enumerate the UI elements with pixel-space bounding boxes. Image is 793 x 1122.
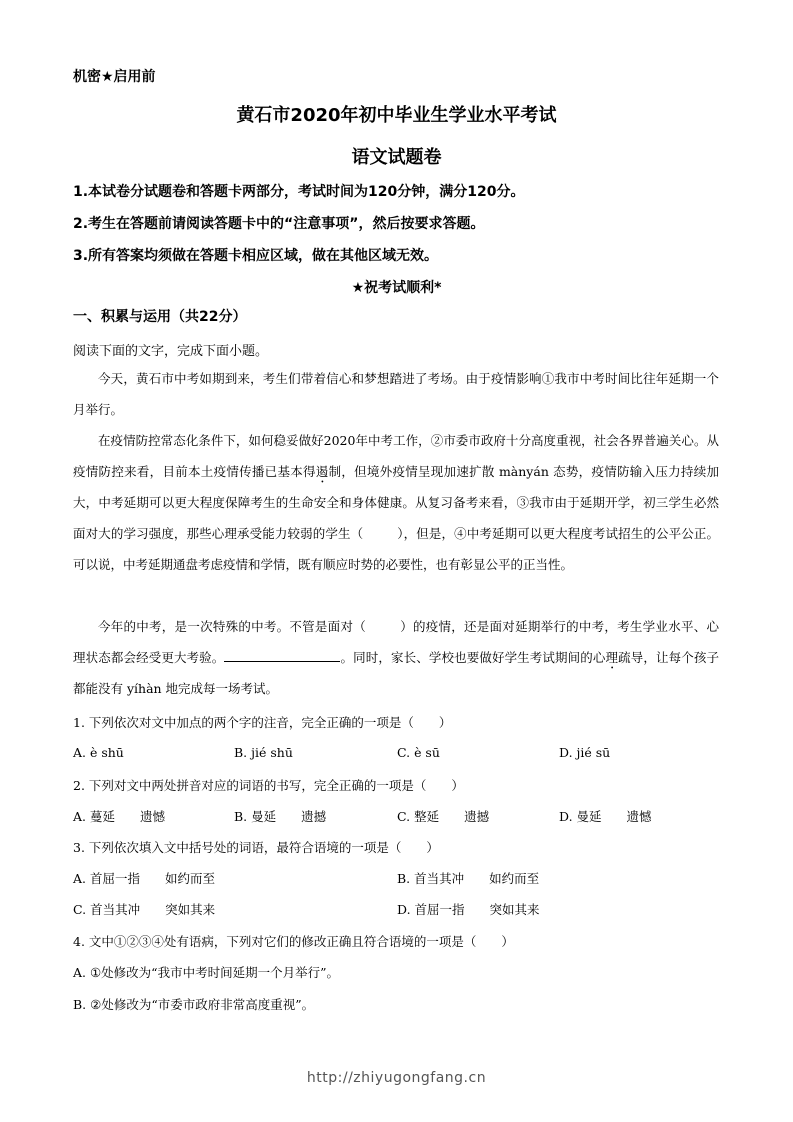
reading-instruction: 阅读下面的文字，完成下面小题。 [73, 344, 269, 359]
question-2-option-a: A. 蔓延 遗憾 [73, 809, 165, 824]
question-1-option-a: A. è shū [73, 745, 124, 760]
passage-text: 在疫情防控常态化条件下，如何稳妥做好2020年中考工作，②市委市政府十分高度重视，社会各界普遍关心。从疫情防控来看，目前本土疫情传播已基本得 [73, 433, 719, 479]
passage-text: 制，但境外疫情呈现加速扩散 mànyán 态势，疫情防输入压力持续加大，中考延期可以更大程度保障考生的生命安全和身体健康。从复习备考来看，③我市由于延期开学，初三学生必然面对大的学习强度，那些心理承受能力较弱的学生（ [73, 464, 719, 541]
dotted-character: 遏 [315, 464, 329, 479]
question-1-option-c: C. è sū [397, 745, 440, 760]
passage-text: 疏导，让每个孩子都能没有 yíhàn 地完成每一场考试。 [73, 650, 719, 696]
instruction-1: 1.本试卷分试题卷和答题卡两部分，考试时间为120分钟，满分120分。 [73, 184, 525, 200]
question-2-stem: 2. 下列对文中两处拼音对应的词语的书写，完全正确的一项是（ ） [73, 778, 464, 793]
passage-paragraph-1 [73, 363, 719, 425]
fill-in-blank-line [224, 649, 340, 662]
confidential-label: 机密★启用前 [73, 69, 156, 85]
question-4-stem: 4. 文中①②③④处有语病，下列对它们的修改正确且符合语境的一项是（ ） [73, 934, 514, 949]
question-1-option-d: D. jié sū [559, 745, 611, 760]
instruction-3: 3.所有答案均须做在答题卡相应区域，做在其他区域无效。 [73, 248, 439, 264]
exam-subtitle: 语文试题卷 [351, 147, 442, 168]
question-3-option-c: C. 首当其冲 突如其来 [73, 902, 216, 917]
question-3-option-b: B. 首当其冲 如约而至 [397, 871, 540, 886]
dotted-character: 理 [605, 650, 619, 665]
question-3-option-d: D. 首屈一指 突如其来 [397, 902, 540, 917]
question-2-option-c: C. 整延 遗撼 [397, 809, 490, 824]
passage-text: 今天，黄石市中考如期到来，考生们带着信心和梦想踏进了考场。由于疫情影响①我市中考时间比往年延期一个月举行。 [73, 371, 719, 417]
question-2-option-b: B. 曼延 遗撼 [234, 809, 327, 824]
passage-text: ）的疫情，还是面对延期举行的中考，考生学业水平、心理状态都会经受更大考验。 [73, 619, 719, 665]
passage-paragraph-2 [73, 425, 719, 580]
question-4-option-b: B. ②处修改为“市委市政府非常高度重视”。 [73, 997, 315, 1012]
question-3-stem: 3. 下列依次填入文中括号处的词语，最符合语境的一项是（ ） [73, 840, 439, 855]
footer-url[interactable]: http://zhiyugongfang.cn [306, 1070, 487, 1086]
instruction-2: 2.考生在答题前请阅读答题卡中的“注意事项”，然后按要求答题。 [73, 216, 485, 232]
question-4-option-a: A. ①处修改为“我市中考时间延期一个月举行”。 [73, 965, 339, 980]
passage-text: ），但是，④中考延期可以更大程度考试招生的公平公正。可以说，中考延期通盘考虑疫情和学情，既有顺应时势的必要性，也有彰显公平的正当性。 [73, 526, 719, 572]
exam-title: 黄石市2020年初中毕业生学业水平考试 [236, 105, 557, 126]
passage-text: 。同时，家长、学校也要做好学生考试期间的心 [340, 650, 606, 665]
question-2-option-d: D. 曼延 遗憾 [559, 809, 652, 824]
question-1-option-b: B. jié shū [234, 745, 293, 760]
good-luck-line: ★祝考试顺利* [351, 280, 442, 296]
question-1-stem: 1. 下列依次对文中加点的两个字的注音，完全正确的一项是（ ） [73, 715, 452, 730]
question-3-option-a: A. 首屈一指 如约而至 [73, 871, 215, 886]
passage-paragraph-3 [73, 611, 719, 704]
passage-text: 今年的中考，是一次特殊的中考。不管是面对（ [98, 619, 366, 634]
section-title: 一、积累与运用（共22分） [73, 309, 247, 325]
